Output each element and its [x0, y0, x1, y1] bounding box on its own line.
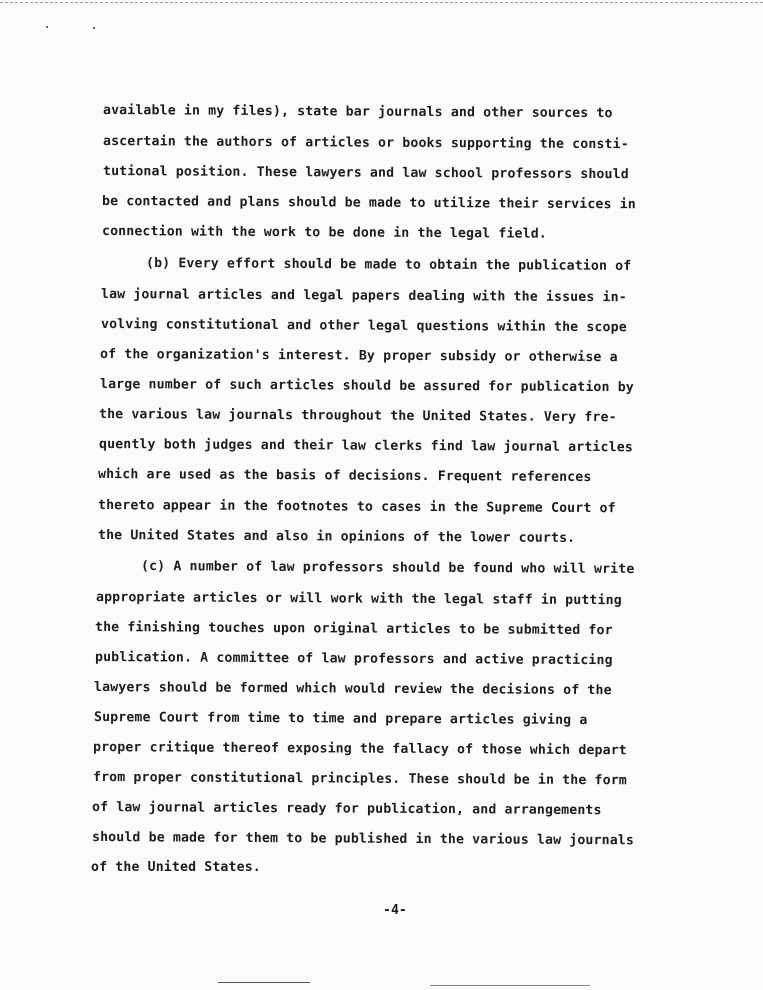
text-line: thereto appear in the footnotes to cases in the Supreme Court of [97, 498, 616, 517]
text-line: of law journal articles ready for publication, and arrangements [91, 800, 602, 819]
text-line: large number of such articles should be assured for publication by [99, 377, 634, 396]
text-line: which are used as the basis of decisions. Frequent references [97, 467, 592, 486]
text-line: proper critique thereof exposing the fallacy of those which depart [92, 740, 627, 759]
text-line: tutional position. These lawyers and law school professors should [102, 164, 629, 183]
text-line: should be made for them to be published in the various law journals [91, 830, 635, 849]
text-line: the United States and also in opinions of the lower courts. [97, 528, 576, 546]
text-line: be contacted and plans should be made to utilize their services in [101, 194, 636, 213]
text-line: publication. A committee of law professors and active practicing [94, 650, 613, 669]
bottom-rule [430, 985, 590, 986]
scan-speck [93, 27, 95, 29]
page-number: -4- [383, 903, 407, 918]
text-line: of the organization's interest. By proper subsidy or otherwise a [99, 347, 618, 366]
bottom-rule [218, 982, 310, 983]
text-line: Supreme Court from time to time and prepare articles giving a [93, 710, 588, 729]
scan-speck [46, 26, 48, 28]
text-line: the finishing touches upon original articles to be submitted for [94, 620, 613, 639]
text-line: volving constitutional and other legal questions within the scope [100, 317, 627, 336]
text-line: (b) Every effort should be made to obtain the publication of [145, 256, 632, 274]
text-line: connection with the work to be done in the legal field. [101, 224, 547, 242]
text-line: from proper constitutional principles. These should be in the form [92, 770, 627, 789]
text-line: quently both judges and their law clerks find law journal articles [98, 437, 633, 456]
text-line: ascertain the authors of articles or books supporting the consti- [102, 134, 629, 153]
text-line: (c) A number of law professors should be found who will write [140, 559, 635, 578]
text-line: of the United States. [91, 860, 261, 875]
text-line: lawyers should be formed which would review the decisions of the [93, 680, 612, 699]
text-line: appropriate articles or will work with the legal staff in putting [95, 590, 622, 609]
text-line: the various law journals throughout the United States. Very fre- [98, 407, 617, 426]
top-edge-rule [0, 2, 763, 3]
text-line: available in my files), state bar journals and other sources to [102, 103, 613, 122]
text-line: law journal articles and legal papers dealing with the issues in- [100, 287, 627, 306]
